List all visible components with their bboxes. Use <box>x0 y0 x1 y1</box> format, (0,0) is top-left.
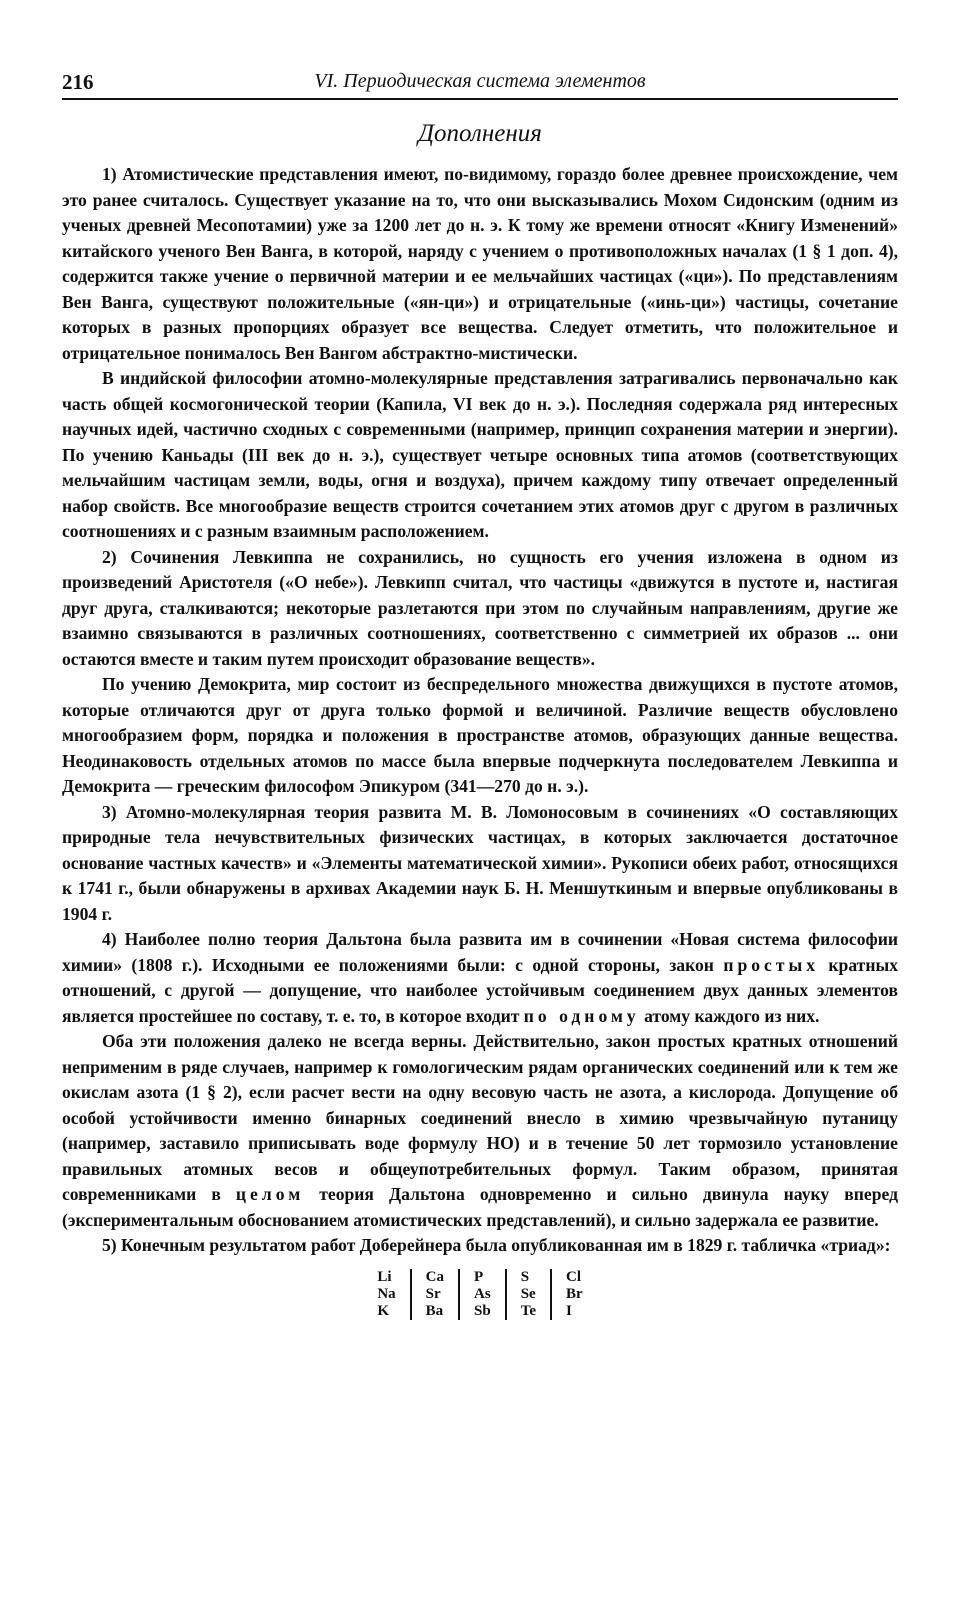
paragraph <box>62 1029 898 1233</box>
emphasis-spaced: целом <box>235 1184 305 1204</box>
text-run: атому каждого из них. <box>639 1005 820 1026</box>
section-title: Дополнения <box>418 120 542 147</box>
emphasis-spaced: простых <box>723 954 820 975</box>
element-symbol: Br <box>566 1285 583 1302</box>
paragraph <box>62 927 898 1029</box>
element-symbol: As <box>474 1285 491 1302</box>
paragraph: 1) Атомистические представления имеют, по-видимому, гораздо более древнее происхождение, чем это ранее считалось. Существует указание на то, что они высказывались Мохом Сидонским (одним из ученых древней Месопотамии) уже за 1200 лет до н. э. К тому же времени относят «Книгу Изменений» китайского ученого Вен Ванга, в которой, наряду с учением о противоположных началах (1 § 1 доп. 4), содержится также учение о первичной материи и ее мельчайших частицах («ци»). По представлениям Вен Ванга, существуют положительные («ян-ци») и отрицательные («инь-ци») частицы, сочетание которых в разных пропорциях образует все вещества. Следует отметить, что положительное и отрицательное понималось Вен Вангом абстрактно-мистически. <box>62 164 898 363</box>
page-number: 216 <box>62 70 94 94</box>
element-symbol: Cl <box>566 1268 581 1285</box>
element-symbol: S <box>520 1268 530 1285</box>
paragraph: 3) Атомно-молекулярная теория развита М. В. Ломоносовым в сочинениях «О составляющих природные тела нечувствительных физических частицах, в которых заключается достаточное основание частных качеств» и «Элементы математической химии». Рукописи обеих работ, относящихся к 1741 г., были обнаружены в архивах Академии наук Б. Н. Меншуткиным и впервые опубликованы в 1904 г. <box>62 801 898 924</box>
paragraph: 2) Сочинения Левкиппа не сохранились, но сущность его учения изложена в одном из произведений Аристотеля («О небе»). Левкипп считал, что частицы «движутся в пустоте и, настигая друг друга, сталкиваются; некоторые разлетаются при этом по случайным направлениям, другие же взаимно связываются в различных соотношениях, соответственно с симметрией их образов ... они остаются вместе и таким путем происходит образование веществ». <box>62 546 898 669</box>
element-symbol: Se <box>520 1285 536 1302</box>
page <box>62 64 898 1320</box>
paragraph: По учению Демокрита, мир состоит из беспредельного множества движущихся в пустоте атомов, которые отличаются друг от друга только формой и величиной. Различие веществ обусловлено многообразием форм, порядка и положения в пространстве атомов, образующих данные вещества. Неодинаковость отдельных атомов по массе была впервые подчеркнута последователем Левкиппа и Демокрита — греческим философом Эпикуром (341—270 до н. э.). <box>62 674 898 796</box>
paragraph: В индийской философии атомно-молекулярные представления затрагивались первоначально как часть общей космогонической теории (Капила, VI век до н. э.). Последняя содержала ряд интересных научных идей, частично сходных с современными (например, принцип сохранения материи и энергии). По учению Каньады (III век до н. э.), существует четыре основных типа атомов (соответствующих мельчайшим частицам земли, воды, огня и воздуха), причем каждому типу отвечает определенный набор свойств. Все многообразие веществ строится сочетанием этих атомов друг с другом в различных соотношениях и с разным взаимным расположением. <box>62 368 898 541</box>
element-symbol: Li <box>377 1268 392 1285</box>
element-symbol: I <box>566 1302 572 1319</box>
element-symbol: Sr <box>425 1285 441 1302</box>
element-symbol: P <box>474 1268 484 1285</box>
text-run: Оба эти положения далеко не всегда верны. Действительно, закон простых кратных отношений неприменим в ряде случаев, например к гомологическим рядам органических соединений или к тем же окислам азота (1 § 2), если расчет вести на одну весовую часть не азота, а кислорода. Допущение об особой устойчивости именно бинарных соединений внесло в химию чрезвычайную путаницу (например, заставило приписывать воде формулу НО) и в течение 50 лет тормозило установление правильных атомных весов и общеупотребительных формул. Таким образом, принятая современниками в <box>62 1031 898 1204</box>
emphasis-spaced: по одному <box>523 1005 640 1026</box>
running-title: VI. Периодическая система элементов <box>314 70 646 92</box>
element-symbol: Na <box>377 1285 396 1302</box>
element-symbol: Ca <box>425 1268 445 1285</box>
element-symbol: Sb <box>474 1302 491 1319</box>
element-symbol: Te <box>520 1302 536 1319</box>
text-run: теория Дальтона одновременно и сильно двинула науку вперед (экспериментальным обоснованием атомистических представлений), и сильно задержала ее развитие. <box>62 1184 898 1230</box>
element-symbol: K <box>377 1302 389 1319</box>
triad-column <box>411 1269 459 1320</box>
text-run: 4) Наиболее полно теория Дальтона была развита им в сочинении «Новая система философии химии» (1808 г.). Исходными ее положениями были: с одной стороны, закон <box>62 929 898 975</box>
triad-column <box>551 1269 597 1320</box>
text-run: кратных отношений, с другой — допущение, что наиболее устойчивым соединением двух данных элементов является простейшее по составу, т. е. то, в которое входит <box>62 954 898 1026</box>
body-text <box>62 162 898 1259</box>
paragraph: 5) Конечным результатом работ Доберейнера была опубликованная им в 1829 г. табличка «триад»: <box>102 1235 891 1255</box>
triads-table <box>363 1269 596 1320</box>
element-symbol: Ba <box>425 1302 444 1319</box>
triads-row <box>363 1269 596 1320</box>
triad-column <box>506 1269 551 1320</box>
page-header <box>62 64 898 100</box>
triad-column <box>459 1269 506 1320</box>
triad-column <box>363 1269 410 1320</box>
